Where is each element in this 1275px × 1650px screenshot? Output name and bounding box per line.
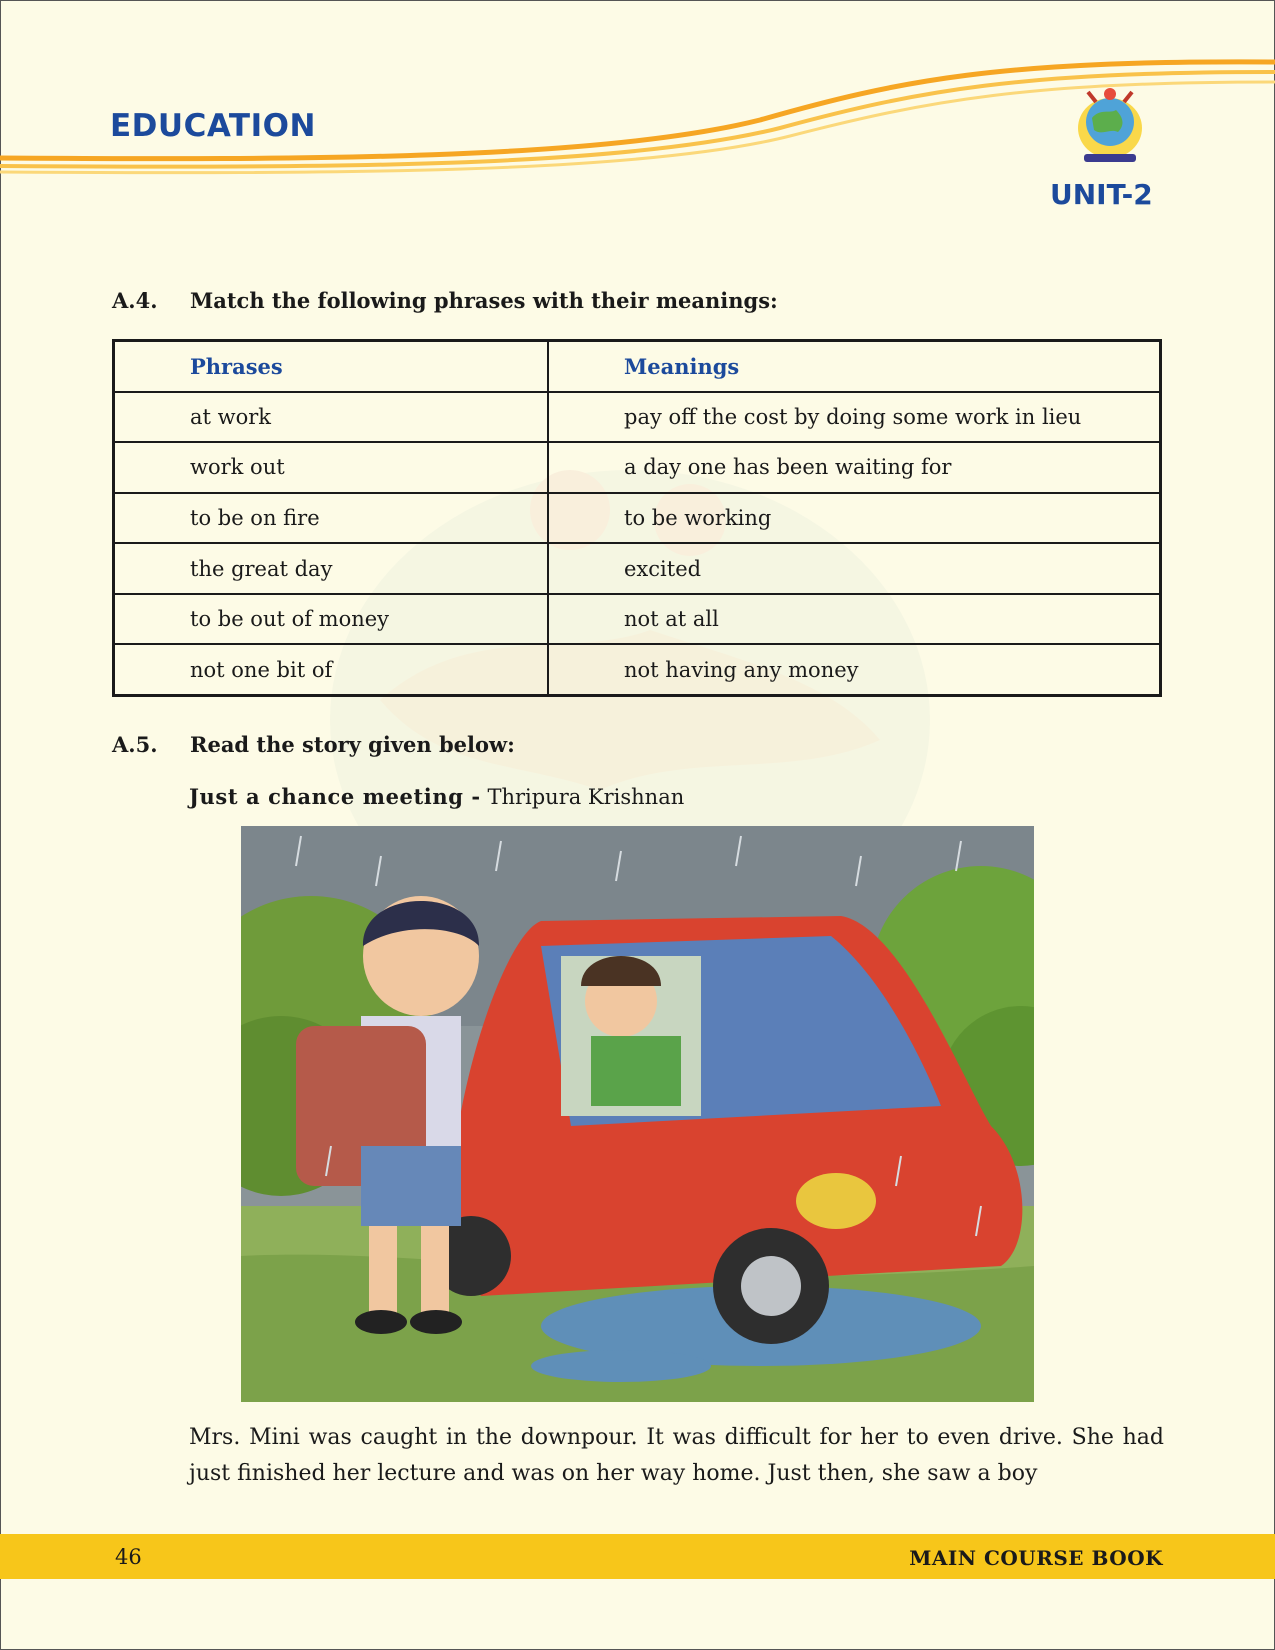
meaning-cell: excited [548, 543, 1161, 594]
section-a5-instruction: Read the story given below: [190, 732, 515, 757]
story-paragraph: Mrs. Mini was caught in the downpour. It was difficult for her to even drive. She had just finished her lecture and was on her way home. Just then, she saw a boy [189, 1425, 1164, 1486]
column-header-phrases: Phrases [114, 341, 549, 392]
table-header-row [114, 341, 1161, 392]
column-header-meanings: Meanings [548, 341, 1161, 392]
story-title-line [189, 784, 684, 809]
phrase-cell: work out [114, 442, 549, 493]
table-row [114, 644, 1161, 695]
chapter-title: EDUCATION [110, 108, 316, 144]
meaning-cell: not having any money [548, 644, 1161, 695]
table-row [114, 442, 1161, 493]
page-number: 46 [115, 1545, 142, 1569]
phrase-cell: to be on fire [114, 493, 549, 544]
globe-logo-icon [1070, 80, 1150, 175]
story-author: Thripura Krishnan [487, 785, 685, 809]
story-title: Just a chance meeting - [189, 784, 481, 809]
story-illustration [241, 826, 1034, 1402]
section-a4-instruction: Match the following phrases with their meanings: [190, 288, 778, 313]
meaning-cell: a day one has been waiting for [548, 442, 1161, 493]
section-a4-heading [112, 288, 778, 313]
meaning-cell: to be working [548, 493, 1161, 544]
unit-label: UNIT-2 [1050, 178, 1153, 211]
section-a5-number: A.5. [112, 732, 158, 757]
section-a4-number: A.4. [112, 288, 158, 313]
phrase-cell: not one bit of [114, 644, 549, 695]
phrases-meanings-table [112, 339, 1162, 697]
book-name: MAIN COURSE BOOK [909, 1546, 1163, 1570]
table-row [114, 543, 1161, 594]
table-row [114, 594, 1161, 645]
meaning-cell: pay off the cost by doing some work in lieu [548, 392, 1161, 443]
phrase-cell: at work [114, 392, 549, 443]
meaning-cell: not at all [548, 594, 1161, 645]
phrase-cell: to be out of money [114, 594, 549, 645]
table-row [114, 392, 1161, 443]
section-a5-heading [112, 732, 515, 757]
phrase-cell: the great day [114, 543, 549, 594]
table-row [114, 493, 1161, 544]
